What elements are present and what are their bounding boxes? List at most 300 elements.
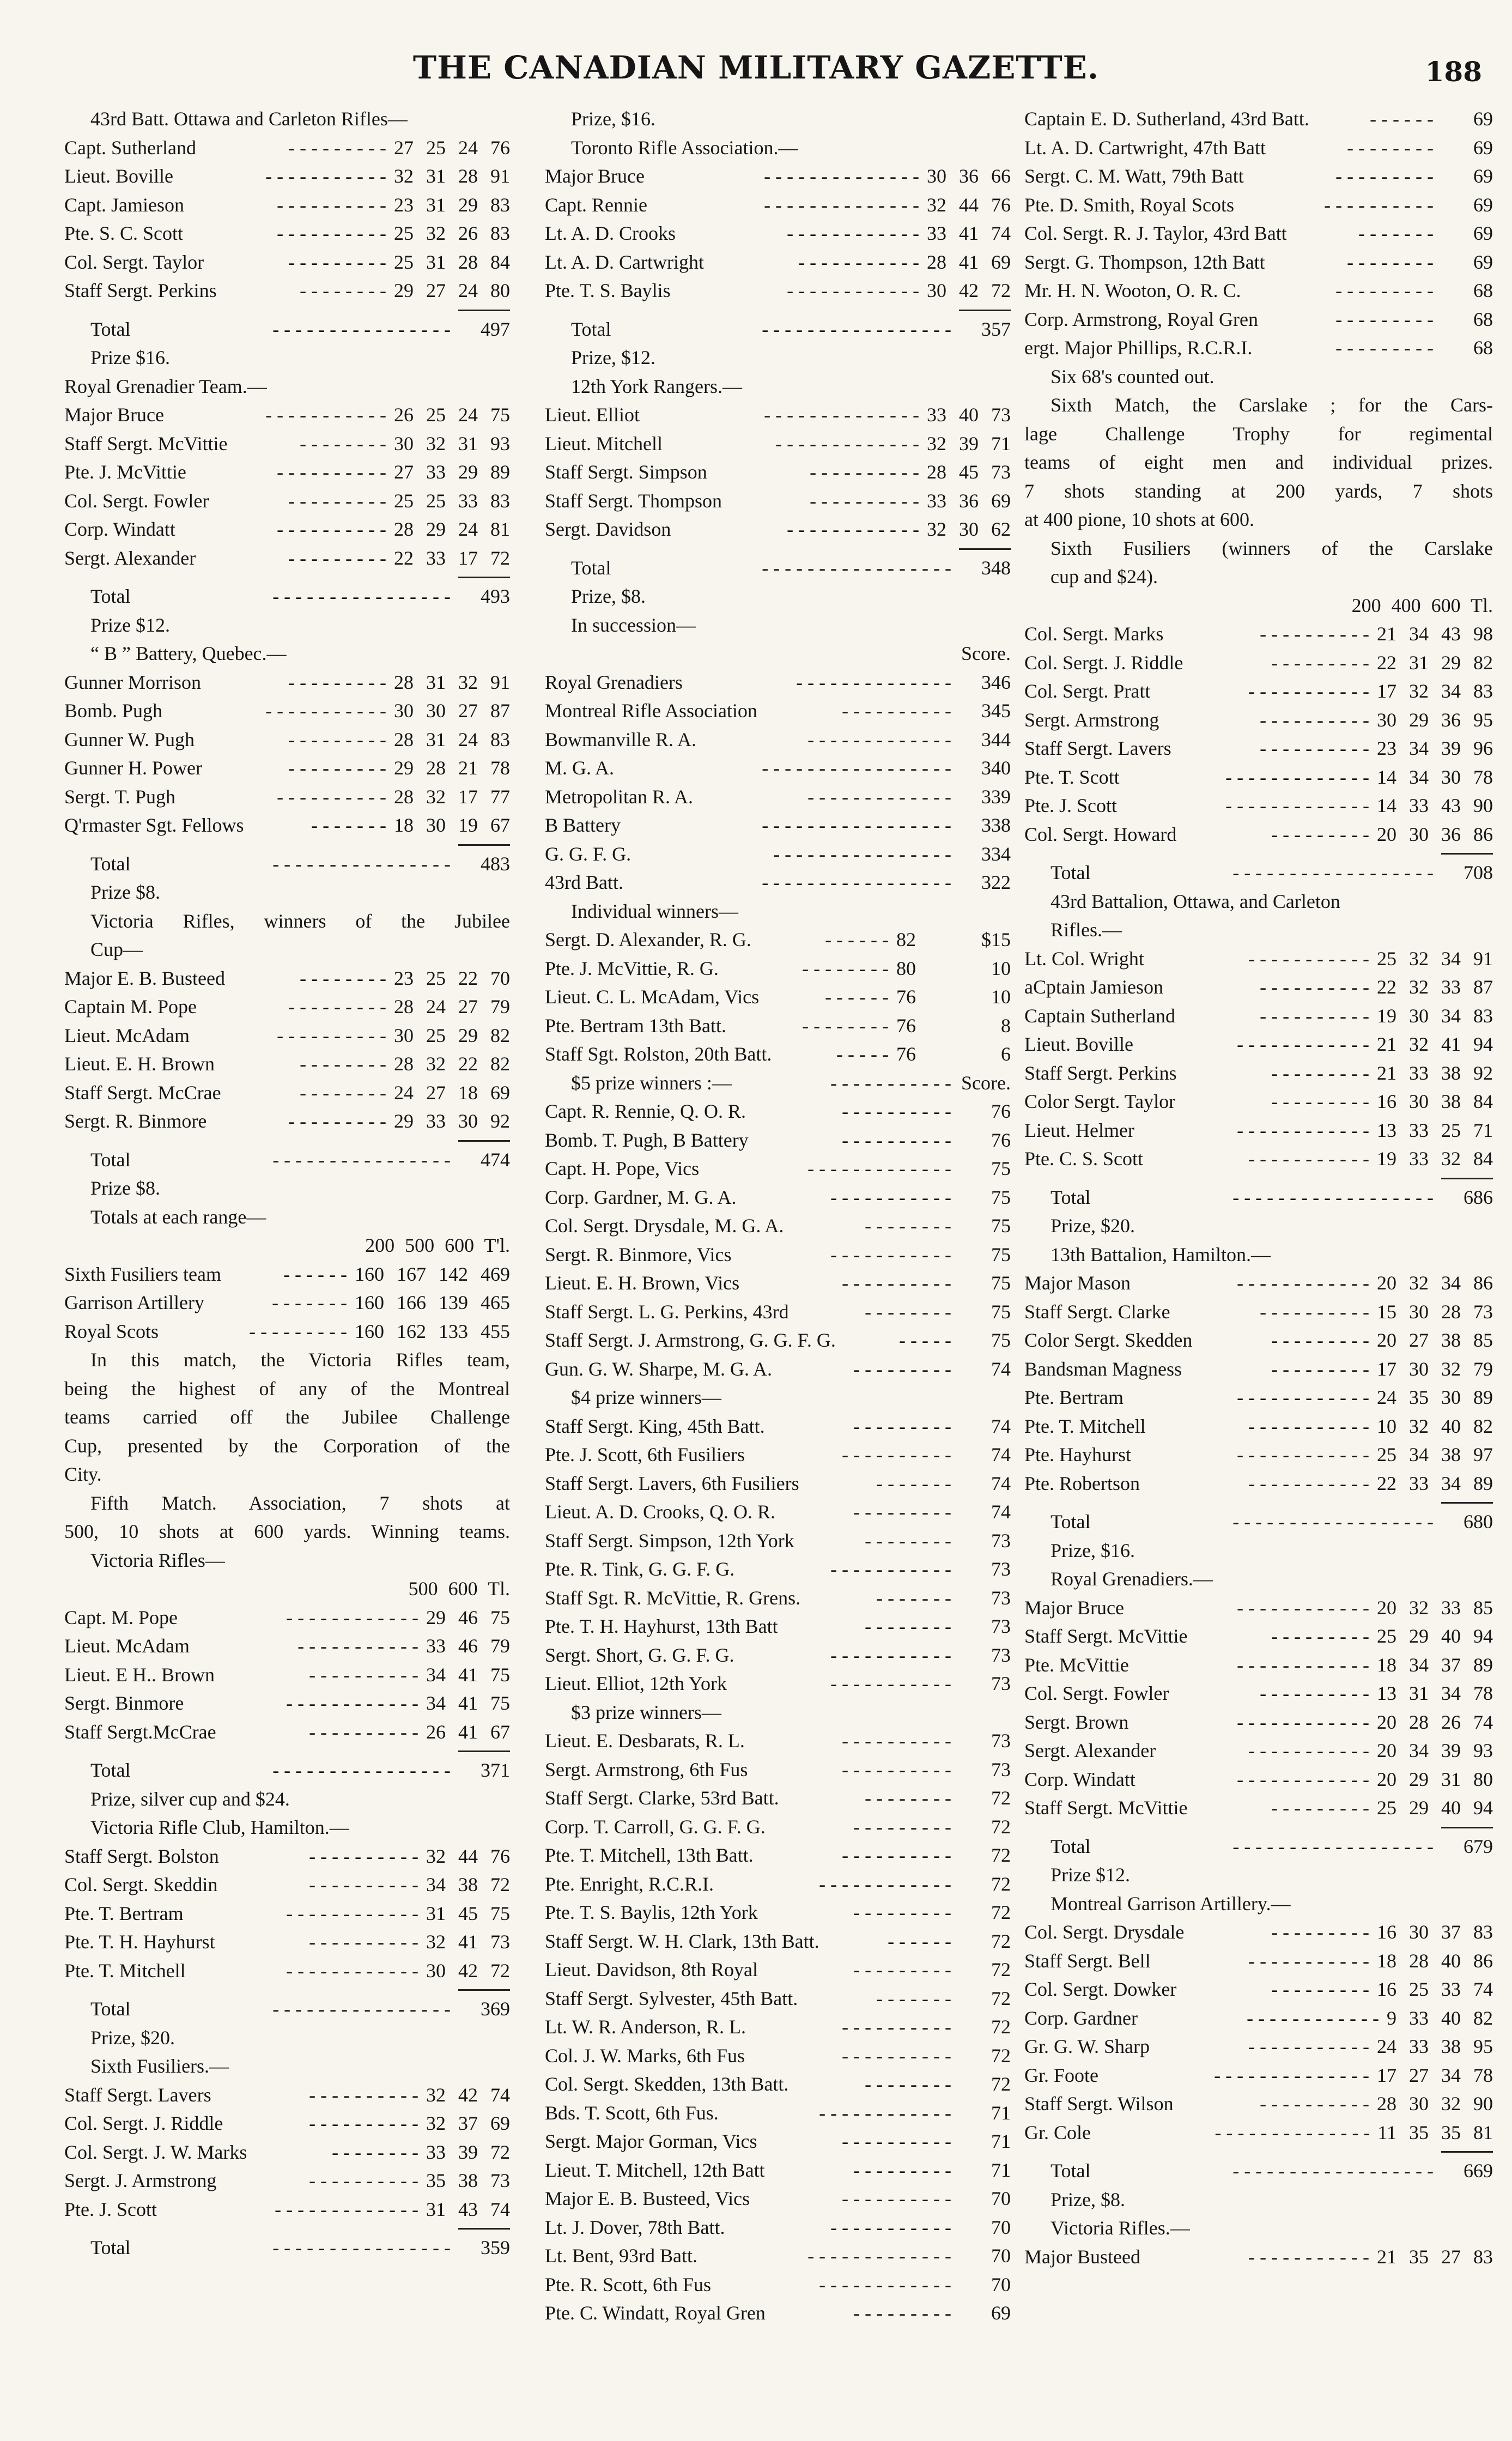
score-row (1024, 1918, 1493, 1947)
score-row (1024, 1794, 1493, 1822)
entry-name: Pte. Enright, R.C.R.I. (545, 1873, 714, 1895)
paragraph-line: Sixth Match, the Carslake ; for the Cars- (1050, 394, 1493, 416)
entry-score: 28 24 27 79 (394, 996, 510, 1017)
entry-name: Staff Sergt. Lavers (64, 2083, 211, 2106)
entry-name: Sergt. D. Alexander, R. G. (545, 929, 751, 950)
entry-name: Col. Sergt. J. Riddle (1024, 651, 1183, 674)
text-line: at 400 pione, 10 shots at 600. (1024, 508, 1254, 530)
leader-dots: - - - - - - - - - - - - (1237, 1033, 1369, 1055)
entry-name: Staff Sergt. Bell (1024, 1949, 1151, 1972)
entry-name: M. G. A. (545, 757, 615, 779)
total-score: 474 (481, 1148, 510, 1171)
entry-name: Sergt. Davidson (545, 518, 671, 540)
score-row (545, 487, 1011, 516)
entry-name: B Battery (545, 814, 621, 836)
total-label: Total (90, 1148, 131, 1171)
score-row (1024, 1412, 1493, 1441)
entry-prize: 10 (991, 986, 1011, 1008)
entry-score: 32 39 71 (927, 432, 1011, 455)
entry-score: 75 (991, 1215, 1011, 1237)
entry-name: Major Bruce (1024, 1596, 1124, 1619)
prize-row (545, 1011, 1011, 1040)
entry-score: 23 25 22 70 (394, 967, 510, 989)
entry-score: 71 (991, 2101, 1011, 2124)
entry-prize: 8 (1001, 1014, 1011, 1037)
leader-dots: - - - - - - - - - - - - - - - - (773, 843, 951, 865)
entry-name: Lieut. E. Desbarats, R. L. (545, 1730, 745, 1752)
entry-name: Sergt. Alexander (64, 547, 196, 569)
entry-score: 17 27 34 78 (1377, 2064, 1493, 2086)
total-line (64, 582, 510, 611)
score-row (545, 2156, 1011, 2185)
entry-name: Staff Sgt. Rolston, 20th Batt. (545, 1043, 772, 1065)
score-row (64, 668, 510, 697)
entry-name: Staff Sergt. Bolston (64, 1845, 219, 1867)
entry-name: Gun. G. W. Sharpe, M. G. A. (545, 1358, 773, 1380)
entry-name: Gr. Cole (1024, 2121, 1091, 2143)
leader-dots: - - - - - - - (876, 1586, 951, 1609)
leader-dots: - - - - - - - - - - - - - - - - (272, 585, 451, 607)
leader-dots: - - - - - - - - - - (309, 1721, 418, 1743)
section-heading: Prize $12. (90, 614, 170, 636)
total-score: 679 (1464, 1835, 1493, 1857)
leader-dots: - - - - - - - - - - (309, 1931, 418, 1953)
entry-score: 20 32 34 86 (1377, 1272, 1493, 1294)
leader-dots: - - - - - - - - - - - - (1237, 1119, 1369, 1141)
section-heading: Royal Grenadiers.— (1050, 1568, 1213, 1590)
entry-name: Staff Sergt. Thompson (545, 489, 722, 512)
prize-row (545, 983, 1011, 1011)
leader-dots: - - - - - - - - - - - - - - - - (272, 1759, 451, 1781)
total-rule (64, 2224, 510, 2233)
entry-name: Royal Grenadiers (545, 671, 683, 693)
score-row (1024, 706, 1493, 735)
score-row (1024, 2032, 1493, 2061)
leader-dots: - - - - - - - - - - - - - - (1215, 2121, 1370, 2143)
total-label: Total (90, 585, 131, 607)
total-score: 497 (481, 318, 510, 340)
entry-score: 28 41 69 (927, 251, 1011, 273)
total-rule (64, 1136, 510, 1146)
score-row (1024, 2061, 1493, 2090)
score-row (64, 964, 510, 993)
entry-name: Lt. J. Dover, 78th Batt. (545, 2216, 725, 2238)
entry-score: 27 25 24 76 (394, 136, 510, 159)
entry-name: Bandsman Magness (1024, 1358, 1182, 1380)
entry-name: Lieut. E. H. Brown, Vics (545, 1272, 740, 1294)
column-head-text: 200 400 600 Tl. (1351, 594, 1493, 616)
score-row (545, 248, 1011, 277)
leader-dots: - - - - - - - - - - (810, 489, 919, 512)
score-row (1024, 191, 1493, 220)
score-row (64, 429, 510, 458)
leader-dots: - - - - - - - - - (288, 1110, 386, 1132)
text-line: cup and $24). (1050, 566, 1158, 587)
entry-score: 20 28 26 74 (1377, 1711, 1493, 1733)
entry-name: ergt. Major Phillips, R.C.R.I. (1024, 337, 1253, 359)
section-heading: Prize $16. (90, 347, 170, 368)
score-row (545, 1154, 1011, 1183)
leader-dots: - - - - - - - - - - (1260, 1300, 1369, 1323)
total-rule (1024, 1822, 1493, 1832)
score-row (545, 2213, 1011, 2242)
leader-dots: - - - - - - - - - - - - - (807, 785, 951, 808)
leader-dots: - - - - - - - - - - (277, 785, 386, 808)
leader-dots: - - - - - - - - - (1271, 1062, 1369, 1084)
entry-name: Sergt. G. Thompson, 12th Batt (1024, 251, 1265, 273)
entry-score: 338 (981, 814, 1011, 836)
score-row (1024, 248, 1493, 277)
leader-dots: - - - - - - - - - - (277, 222, 386, 244)
paragraph-line: lage Challenge Trophy for regimental (1024, 422, 1493, 445)
score-row (1024, 944, 1493, 973)
entry-score: 72 (991, 1901, 1011, 1923)
entry-score: 35 38 73 (426, 2170, 510, 2191)
entry-name: Staff Sergt. Sylvester, 45th Batt. (545, 1987, 798, 2009)
leader-dots: - - - - - - - - - (1335, 165, 1434, 187)
section-heading: Victoria Rifles— (90, 1549, 225, 1571)
entry-score: 160 167 142 469 (355, 1263, 510, 1285)
section-heading: Prize, $8. (571, 585, 646, 607)
entry-score: 25 32 26 83 (394, 222, 510, 244)
entry-name: Pte. S. C. Scott (64, 222, 184, 244)
entry-score: 13 31 34 78 (1377, 1682, 1493, 1704)
entry-score: 13 33 25 71 (1377, 1119, 1493, 1141)
leader-dots: - - - - - - - - - - - - (286, 1959, 418, 1982)
leader-dots: - - - - - - - - - - - - (787, 222, 919, 244)
leader-dots: - - - - - - - - - (1271, 1091, 1369, 1112)
entry-name: Staff Sergt. McVittie (64, 432, 228, 455)
score-row (545, 1641, 1011, 1670)
leader-dots: - - - - - - - - - - (1260, 708, 1369, 731)
entry-score: 32 30 62 (927, 518, 1011, 540)
leader-dots: - - - - - - - - - - (277, 518, 386, 540)
entry-score: 30 42 72 (927, 280, 1011, 301)
entry-name: Corp. Windatt (64, 518, 175, 540)
score-row (64, 1899, 510, 1928)
entry-score: 22 32 33 87 (1377, 976, 1493, 998)
entry-score: 21 35 27 83 (1377, 2245, 1493, 2268)
score-row (545, 2270, 1011, 2299)
leader-dots: - - - - - - - - - - (842, 700, 951, 722)
leader-dots: - - - - - - - - (865, 2073, 951, 2095)
section-heading: Victoria Rifle Club, Hamilton.— (90, 1816, 349, 1838)
entry-name: Staff Sergt. W. H. Clark, 13th Batt. (545, 1930, 819, 1952)
total-rule (1024, 849, 1493, 858)
section-heading: “ B ” Battery, Quebec.— (90, 643, 287, 664)
score-row (1024, 791, 1493, 820)
entry-name: Sergt. R. Binmore (64, 1110, 207, 1132)
entry-score: 72 (991, 1959, 1011, 1980)
entry-name: Sergt. J. Armstrong (64, 2170, 217, 2191)
entry-name: Staff Sergt. McVittie (1024, 1625, 1188, 1647)
total-line (64, 1995, 510, 2024)
entry-name: Col. Sergt. R. J. Taylor, 43rd Batt (1024, 222, 1287, 244)
entry-name: Lieut. Boville (64, 165, 173, 187)
leader-dots: - - - - - - - - - - - - - - - - - - (1232, 1511, 1434, 1533)
entry-name: Pte. R. Tink, G. G. F. G. (545, 1558, 735, 1580)
leader-dots: - - - - - - - - - - (1260, 737, 1369, 759)
entry-name: Col. J. W. Marks, 6th Fus (545, 2044, 745, 2067)
score-row (64, 696, 510, 725)
entry-name: Staff Sergt. McVittie (1024, 1797, 1188, 1819)
score-row (545, 1212, 1011, 1240)
entry-name: Capt. Sutherland (64, 136, 196, 159)
entry-score: 72 (991, 1787, 1011, 1809)
total-line (1024, 1507, 1493, 1536)
leader-dots: - - - - - - - - - - - (1248, 1415, 1369, 1437)
entry-name: Gr. Foote (1024, 2064, 1099, 2086)
entry-name: Corp. Gardner (1024, 2007, 1138, 2029)
entry-name: Pte. McVittie (1024, 1653, 1129, 1676)
entry-score: 69 (1473, 222, 1493, 244)
entry-name: Bomb. Pugh (64, 700, 163, 722)
entry-name: Lt. W. R. Anderson, R. L. (545, 2016, 746, 2038)
score-row (64, 1661, 510, 1689)
score-row (1024, 1651, 1493, 1680)
entry-name: Capt. Jamieson (64, 193, 184, 216)
score-row (1024, 1622, 1493, 1651)
leader-dots: - - - - - - - - - (1335, 308, 1434, 330)
entry-score: 322 (981, 871, 1011, 893)
entry-name: Sergt. R. Binmore, Vics (545, 1243, 732, 1265)
entry-score: 25 29 40 94 (1377, 1797, 1493, 1819)
entry-name: 43rd Batt. (545, 871, 623, 893)
leader-dots: - - - - - - - - - - - - - (807, 1158, 951, 1179)
total-rule (545, 544, 1011, 554)
entry-name: Gunner Morrison (64, 671, 201, 693)
leader-dots: - - - - - - - - (300, 1053, 386, 1075)
score-row (545, 1326, 1011, 1355)
entry-name: Mr. H. N. Wooton, O. R. C. (1024, 280, 1241, 301)
score-row (545, 401, 1011, 429)
entry-score: 26 25 24 75 (394, 404, 510, 426)
entry-name: G. G. F. G. (545, 843, 631, 865)
entry-score: 340 (981, 757, 1011, 779)
leader-dots: - - - - - - - - (1347, 136, 1434, 159)
entry-name: Sergt. C. M. Watt, 79th Batt (1024, 165, 1244, 187)
score-row (545, 2127, 1011, 2156)
paragraph-line: being the highest of any of the Montreal (64, 1377, 510, 1400)
entry-name: aCptain Jamieson (1024, 976, 1163, 998)
leader-dots: - - - - - - - - - - - - - (275, 2198, 418, 2220)
score-row (1024, 1144, 1493, 1173)
leader-dots: - - - - - - - - - - - - - - (764, 404, 919, 426)
score-row (64, 1079, 510, 1107)
leader-dots: - - - - - - - - (1347, 251, 1434, 273)
entry-name: Col. Sergt. Taylor (64, 251, 204, 273)
entry-score: 30 29 36 95 (1377, 708, 1493, 731)
score-row (1024, 1679, 1493, 1708)
score-row (64, 992, 510, 1021)
entry-score: 73 (991, 1615, 1011, 1637)
entry-name: Sergt. Brown (1024, 1711, 1129, 1733)
total-label: Total (90, 318, 131, 340)
page-title: THE CANADIAN MILITARY GAZETTE. (412, 49, 1100, 86)
entry-score: 20 34 39 93 (1377, 1740, 1493, 1761)
score-row (545, 2299, 1011, 2328)
score-row (1024, 1355, 1493, 1384)
entry-name: Col. Sergt. Pratt (1024, 680, 1151, 702)
entry-name: Pte. T. Mitchell (1024, 1415, 1146, 1437)
entry-name: Capt. M. Pope (64, 1606, 178, 1628)
entry-score: 69 (1473, 193, 1493, 216)
entry-name: Lieut. Helmer (1024, 1119, 1134, 1141)
leader-dots: - - - - - - - - (300, 967, 386, 989)
total-score: 359 (481, 2237, 510, 2258)
score-row (1024, 1326, 1493, 1355)
entry-name: Col. Sergt. Marks (1024, 623, 1164, 645)
score-row (545, 1813, 1011, 1842)
score-row (1024, 1087, 1493, 1116)
entry-score: 29 28 21 78 (394, 757, 510, 779)
score-row (545, 2013, 1011, 2042)
score-row (64, 248, 510, 277)
section-heading: 12th York Rangers.— (571, 375, 743, 397)
entry-name: Lt. A. D. Cartwright, 47th Batt (1024, 136, 1266, 159)
score-row (64, 487, 510, 516)
leader-dots: - - - - - - (888, 1930, 951, 1952)
entry-score: 17 30 32 79 (1377, 1358, 1493, 1380)
leader-dots: - - - - - - - - - - - - (1237, 1653, 1369, 1676)
leader-dots: - - - - - - - - - - - (830, 1243, 951, 1265)
paragraph-line: Cup, presented by the Corporation of the (64, 1434, 510, 1457)
entry-name: Gunner W. Pugh (64, 728, 195, 750)
entry-name: Staff Sergt. Simpson (545, 461, 707, 483)
entry-name: Corp. Windatt (1024, 1768, 1135, 1790)
entry-name: $5 prize winners :— (571, 1071, 732, 1094)
score-row (545, 1126, 1011, 1155)
entry-name: Capt. Rennie (545, 193, 647, 216)
prize-row (545, 1040, 1011, 1069)
entry-score: 74 (991, 1501, 1011, 1523)
entry-name: Sergt. Armstrong, 6th Fus (545, 1758, 748, 1780)
score-row (1024, 1765, 1493, 1794)
entry-prize: 10 (991, 957, 1011, 979)
entry-name: Metropolitan R. A. (545, 785, 693, 808)
leader-dots: - - - - - - - - - - (842, 1844, 951, 1866)
entry-score: 18 28 40 86 (1377, 1949, 1493, 1972)
leader-dots: - - - - - - (825, 986, 889, 1008)
entry-score: 70 (991, 2188, 1011, 2209)
leader-dots: - - - - - - - - - - (309, 1845, 418, 1867)
score-row (1024, 1116, 1493, 1145)
leader-dots: - - - - - - - - (865, 1529, 951, 1552)
score-row (64, 276, 510, 305)
entry-name: Col. Sergt. J. Riddle (64, 2112, 223, 2134)
total-label: Total (1050, 862, 1091, 883)
paragraph-line: In this match, the Victoria Rifles team, (90, 1349, 510, 1371)
entry-name: Pte. T. Bertram (64, 1902, 184, 1924)
total-score: 369 (481, 1998, 510, 2020)
score-row (1024, 334, 1493, 362)
entry-score: 160 162 133 455 (355, 1320, 510, 1342)
paragraph-line: Sixth Fusiliers (winners of the Carslake (1050, 537, 1493, 559)
score-row (64, 1603, 510, 1632)
score-row (545, 868, 1011, 897)
score-row (545, 2042, 1011, 2070)
entry-score: 34 38 72 (426, 1874, 510, 1895)
score-row (545, 1469, 1011, 1498)
column-head (64, 1574, 510, 1603)
leader-dots: - - - - - - - - - - - - - - - - - (762, 556, 951, 579)
score-row (1024, 162, 1493, 191)
column-middle (545, 105, 1011, 2328)
score-row (64, 2109, 510, 2138)
total-line (64, 2233, 510, 2262)
score-row (545, 2184, 1011, 2213)
score-and-prize (896, 925, 1011, 954)
entry-score: 72 (991, 2044, 1011, 2067)
score-row (1024, 305, 1493, 334)
leader-dots: - - - - - - (825, 929, 889, 950)
entry-name: Pte. J. McVittie, R. G. (545, 957, 719, 979)
entry-score: 75 (991, 1243, 1011, 1265)
total-label: Total (90, 2237, 131, 2258)
score-row (545, 1584, 1011, 1613)
score-row (1024, 1059, 1493, 1088)
entry-score: 21 34 43 98 (1377, 623, 1493, 645)
leader-dots: - - - - - - - - - - - - - - (1214, 2064, 1369, 2086)
entry-score: 33 40 73 (927, 404, 1011, 426)
score-row (545, 783, 1011, 811)
leader-dots: - - - - - - - - - - - (1248, 1472, 1369, 1494)
leader-dots: - - - - - - - - - - - - - (775, 432, 919, 455)
score-row (545, 811, 1011, 840)
entry-name: Col. Sergt. J. W. Marks (64, 2141, 247, 2163)
entry-score: 20 29 31 80 (1377, 1768, 1493, 1790)
entry-score: 34 41 75 (426, 1692, 510, 1714)
leader-dots: - - - - - - - - - - - (1248, 1148, 1369, 1170)
entry-name: Royal Scots (64, 1320, 159, 1342)
entry-name: Lt. A. D. Cartwright (545, 251, 704, 273)
entry-score: 27 33 29 89 (394, 461, 510, 483)
entry-name: Capt. R. Rennie, Q. O. R. (545, 1100, 746, 1122)
entry-name: Pte. Robertson (1024, 1472, 1140, 1494)
entry-score: 28 31 24 83 (394, 728, 510, 750)
score-row (64, 2138, 510, 2167)
leader-dots: - - - - - - - - - (853, 2302, 951, 2324)
column-head-text: Score. (961, 643, 1011, 664)
entry-name: Col. Sergt. Fowler (64, 489, 209, 512)
leader-dots: - - - - - - - - - - - - - - - - - - (1232, 1186, 1434, 1208)
leader-dots: - - - - - - - - (865, 1300, 951, 1323)
entry-score: 24 33 38 95 (1377, 2036, 1493, 2057)
score-row (64, 2195, 510, 2224)
entry-name: Major E. B. Busteed, Vics (545, 2188, 750, 2209)
entry-score: 73 (991, 1558, 1011, 1580)
leader-dots: - - - - - - - - (865, 1615, 951, 1637)
text-line: Royal Grenadier Team.— (64, 375, 267, 397)
entry-name: Staff Sergt. Perkins (64, 280, 217, 301)
entry-name: Col. Sergt. Dowker (1024, 1978, 1177, 2000)
entry-score: 30 36 66 (927, 165, 1011, 187)
score-row (545, 1183, 1011, 1212)
score-and-prize (896, 1011, 1011, 1040)
leader-dots: - - - - - - - - - (853, 2159, 951, 2181)
entry-name: Pte. Bertram (1024, 1386, 1124, 1408)
entry-name: Staff Sergt. Clarke (1024, 1300, 1170, 1323)
score-row (64, 1718, 510, 1747)
score-row (545, 1527, 1011, 1555)
leader-dots: - - - - - - - - - - - (1248, 2245, 1369, 2268)
entry-score: 75 (991, 1272, 1011, 1294)
entry-score: 22 33 34 89 (1377, 1472, 1493, 1494)
paragraph-line: 500, 10 shots at 600 yards. Winning teams. (64, 1521, 510, 1542)
entry-name: Gunner H. Power (64, 757, 202, 779)
score-row (545, 1898, 1011, 1927)
leader-dots: - - - - - - - - - - (309, 2112, 418, 2134)
